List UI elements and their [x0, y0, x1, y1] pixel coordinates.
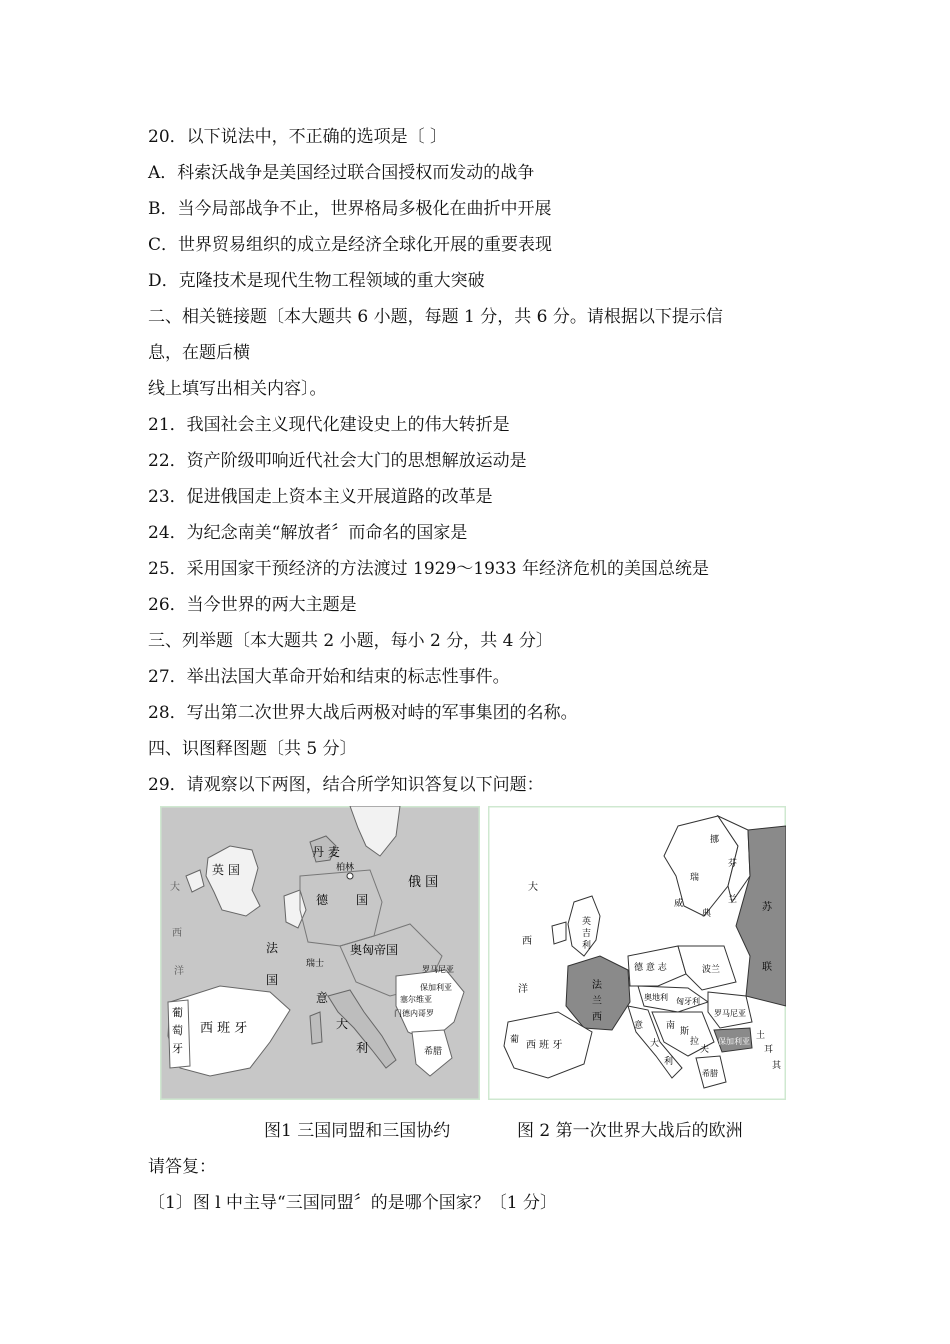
map1-label-berlin: 柏林 — [336, 863, 355, 873]
map2-label-sweden-b: 典 — [702, 909, 712, 919]
map2-label-france-b: 兰 — [592, 996, 602, 1007]
map1-label-ocean-a: 大 — [170, 882, 180, 893]
section2-heading: 二、相关链接题〔本大题共 6 小题，每题 1 分，共 6 分。请根据以下提示信 — [148, 307, 723, 327]
map1-label-ocean-c: 洋 — [174, 966, 184, 977]
map2-label-turkey-b: 耳 — [764, 1045, 774, 1055]
q20-option-a: A．科索沃战争是美国经过联合国授权而发动的战争 — [148, 163, 535, 183]
section4-heading: 四、识图释图题〔共 5 分〕 — [148, 739, 357, 759]
map2-label-hungary: 匈牙利 — [676, 997, 700, 1006]
q22: 22．资产阶级叩响近代社会大门的思想解放运动是 — [148, 451, 527, 471]
map2-label-germany: 德 意 志 — [634, 963, 667, 973]
map1-label-spain: 西 班 牙 — [200, 1021, 248, 1036]
map2-label-romania: 罗马尼亚 — [714, 1009, 746, 1018]
map-europe-after-ww1 — [488, 806, 786, 1100]
map2-label-yugoslavia-d: 夫 — [700, 1045, 710, 1055]
map2-label-finland-a: 芬 — [728, 859, 738, 869]
map1-label-uk: 英 国 — [212, 863, 240, 877]
q28: 28．写出第二次世界大战后两极对峙的军事集团的名称。 — [148, 703, 578, 723]
map2-label-yugoslavia-b: 斯 — [680, 1027, 690, 1037]
map1-label-germany-a: 德 — [316, 893, 329, 907]
caption-fig1: 图1 三国同盟和三国协约 — [264, 1121, 451, 1141]
map1-label-france-a: 法 — [266, 941, 279, 955]
q20-option-d: D．克隆技术是现代生物工程领域的重大突破 — [148, 271, 485, 291]
map2-label-ocean-b: 西 — [522, 936, 532, 947]
map1-label-denmark: 丹 麦 — [312, 845, 340, 859]
q20-option-c: C．世界贸易组织的成立是经济全球化开展的重要表现 — [148, 235, 553, 255]
map2-label-uk-a: 英 — [582, 917, 592, 927]
map2-label-yugoslavia-a: 南 — [666, 1021, 676, 1031]
q23: 23．促进俄国走上资本主义开展道路的改革是 — [148, 487, 493, 507]
map1-label-italy-b: 大 — [336, 1017, 349, 1031]
map1-label-montenegro: 门德内哥罗 — [394, 1009, 434, 1018]
map2-label-ussr-b: 联 — [762, 962, 772, 973]
map2-label-italy-c: 利 — [664, 1057, 674, 1067]
map2-label-italy-a: 意 — [634, 1021, 644, 1031]
map1-label-portugal-a: 葡 — [172, 1006, 183, 1019]
map1-label-portugal-c: 牙 — [172, 1042, 183, 1055]
map2-label-france-c: 西 — [592, 1012, 602, 1023]
q29-sub1: 〔1〕图 l 中主导“三国同盟〞的是哪个国家？〔1 分〕 — [148, 1193, 557, 1213]
q24: 24．为纪念南美“解放者〞而命名的国家是 — [148, 523, 468, 543]
map2-label-italy-b: 大 — [650, 1039, 660, 1049]
figure-maps — [160, 806, 786, 1100]
map2-label-france-a: 法 — [592, 980, 602, 991]
map2-label-austria: 奥地利 — [644, 993, 668, 1002]
section2-heading-cont2: 线上填写出相关内容〕。 — [148, 379, 327, 399]
map1-label-swiss: 瑞士 — [306, 959, 325, 969]
map2-label-spain: 西 班 牙 — [526, 1040, 563, 1051]
q21: 21．我国社会主义现代化建设史上的伟大转折是 — [148, 415, 510, 435]
map1-label-greece: 希腊 — [424, 1047, 443, 1057]
map2-label-sweden-a: 瑞 — [690, 873, 700, 883]
map2-label-uk-b: 吉 — [582, 929, 592, 939]
map2-label-turkey-c: 其 — [772, 1061, 782, 1071]
map2-label-portugal: 葡 — [510, 1035, 520, 1045]
map1-label-romania: 罗马尼亚 — [422, 965, 454, 974]
map1-label-portugal-b: 萄 — [172, 1024, 183, 1037]
map2-label-uk-c: 利 — [582, 941, 592, 951]
map2-label-greece: 希腊 — [702, 1069, 718, 1078]
section2-heading-cont1: 息，在题后横 — [148, 343, 250, 363]
map1-label-italy-a: 意 — [316, 991, 329, 1005]
map1-label-russia: 俄 国 — [408, 875, 439, 890]
map2-label-turkey-a: 土 — [756, 1031, 766, 1041]
q20-stem: 20．以下说法中，不正确的选项是〔 〕 — [148, 127, 448, 147]
map1-label-italy-c: 利 — [356, 1041, 369, 1055]
q29-stem: 29．请观察以下两图，结合所学知识答复以下问题： — [148, 775, 544, 795]
map1-label-france-b: 国 — [266, 973, 279, 987]
map1-label-austria: 奥匈帝国 — [350, 943, 399, 957]
q20-option-b: B．当今局部战争不止，世界格局多极化在曲折中开展 — [148, 199, 552, 219]
map2-label-norway-b: 威 — [674, 899, 684, 909]
q26: 26．当今世界的两大主题是 — [148, 595, 357, 615]
map2-label-ocean-a: 大 — [528, 882, 538, 893]
map2-label-yugoslavia-c: 拉 — [690, 1037, 700, 1047]
map2-label-poland: 波兰 — [702, 965, 721, 975]
caption-fig2: 图 2 第一次世界大战后的欧洲 — [517, 1121, 743, 1141]
answer-prompt: 请答复： — [148, 1157, 216, 1177]
map2-label-finland-b: 兰 — [728, 895, 738, 905]
q27: 27．举出法国大革命开始和结束的标志性事件。 — [148, 667, 510, 687]
map2-label-bulgaria: 保加利亚 — [718, 1037, 750, 1046]
map2-label-ussr-a: 苏 — [762, 902, 772, 913]
map-triple-alliance — [160, 806, 480, 1100]
section3-heading: 三、列举题〔本大题共 2 小题，每小 2 分，共 4 分〕 — [148, 631, 553, 651]
q25: 25．采用国家干预经济的方法渡过 1929～1933 年经济危机的美国总统是 — [148, 559, 709, 579]
map1-label-germany-b: 国 — [356, 893, 369, 907]
map2-label-norway-a: 挪 — [710, 835, 720, 845]
map1-label-serbia: 塞尔维亚 — [400, 995, 432, 1004]
map1-label-ocean-b: 西 — [172, 928, 182, 939]
map1-label-bulgaria: 保加利亚 — [420, 983, 452, 992]
map2-label-ocean-c: 洋 — [518, 984, 528, 995]
